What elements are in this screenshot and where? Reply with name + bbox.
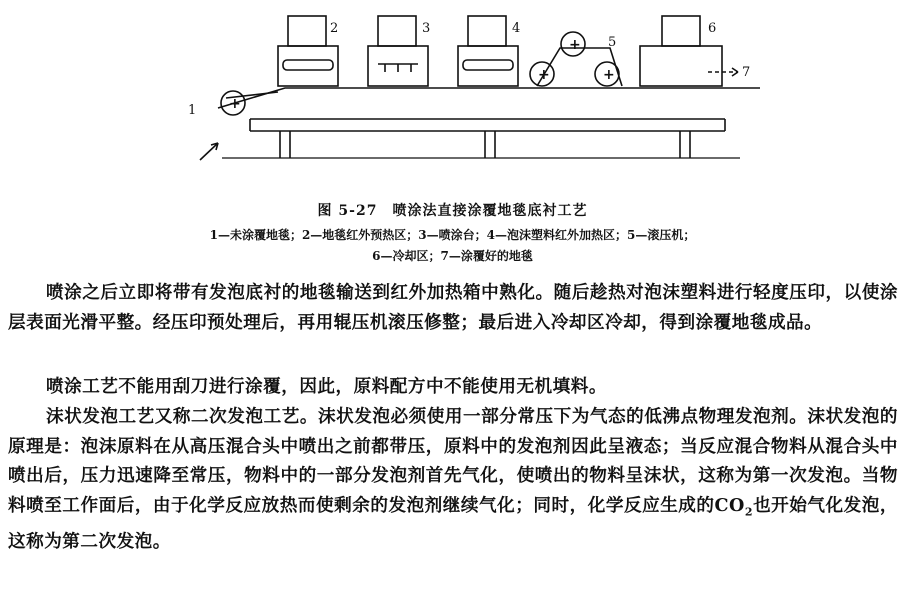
co2-base: CO [714, 494, 745, 516]
unit-3-top [378, 16, 416, 46]
process-diagram-svg [170, 8, 760, 178]
label-3: 3 [422, 21, 431, 36]
svg-text:+: + [603, 67, 615, 83]
label-7: 7 [742, 65, 751, 80]
unit-6-top [662, 16, 700, 46]
carpet-line-upper [218, 88, 760, 108]
svg-text:+: + [538, 67, 550, 83]
paragraph-2 [8, 372, 898, 402]
unit-2-top [288, 16, 326, 46]
label-1: 1 [188, 103, 197, 118]
figure-legend-line-1: 1—未涂覆地毯；2—地毯红外预热区；3—喷涂台；4—泡沫塑料红外加热区；5—滚压机； [209, 228, 696, 242]
unit-2-heater [283, 60, 333, 70]
label-5: 5 [608, 35, 617, 50]
figure-caption: 图 5-27 喷涂法直接涂覆地毯底衬工艺 [317, 203, 588, 219]
figure-legend-line-2: 6—冷却区；7—涂覆好的地毯 [372, 249, 533, 263]
co2-subscript: 2 [744, 505, 754, 519]
unit-4-top [468, 16, 506, 46]
svg-text:+: + [569, 37, 581, 53]
paragraph-3-text-a: 沫状发泡工艺又称二次发泡工艺。沫状发泡必须使用一部分常压下为气态的低沸点物理发泡剂。沫状发泡的原理是：泡沫原料在从高压混合头中喷出之前都带压，原料中的发泡剂因此呈液态；当反应混合物料从混合头中喷出后，压力迅速降至常压，物料中的一部分发泡剂首先气化，使喷出的物料呈沫状，这称为第一次发泡。当物料喷至工作面后，由于化学反应放热而使剩余的发泡剂继续气化；同时，化学反应生成的 [8, 406, 898, 516]
label-2: 2 [330, 21, 339, 36]
unit-4-heater [463, 60, 513, 70]
unit-2-body [278, 46, 338, 86]
paragraph-1-text: 喷涂之后立即将带有发泡底衬的地毯输送到红外加热箱中熟化。随后趁热对泡沫塑料进行轻度压印，以使涂层表面光滑平整。经压印预处理后，再用辊压机滚压修整；最后进入冷却区冷却，得到涂覆地毯成品。 [8, 282, 898, 333]
paragraph-3 [8, 402, 898, 556]
label-4: 4 [512, 21, 521, 36]
process-diagram [170, 8, 760, 178]
svg-text:+: + [229, 96, 241, 112]
feed-arrow [200, 143, 218, 160]
paragraph-3-text-b: 也开始气化发泡，这称为第二次发泡。 [8, 494, 898, 552]
paragraph-1 [8, 278, 898, 337]
paragraph-2-text: 喷涂工艺不能用刮刀进行涂覆，因此，原料配方中不能使用无机填料。 [46, 376, 607, 397]
label-6: 6 [708, 21, 717, 36]
unit-4-body [458, 46, 518, 86]
co2-formula [714, 494, 754, 519]
unit-6-body [640, 46, 722, 86]
